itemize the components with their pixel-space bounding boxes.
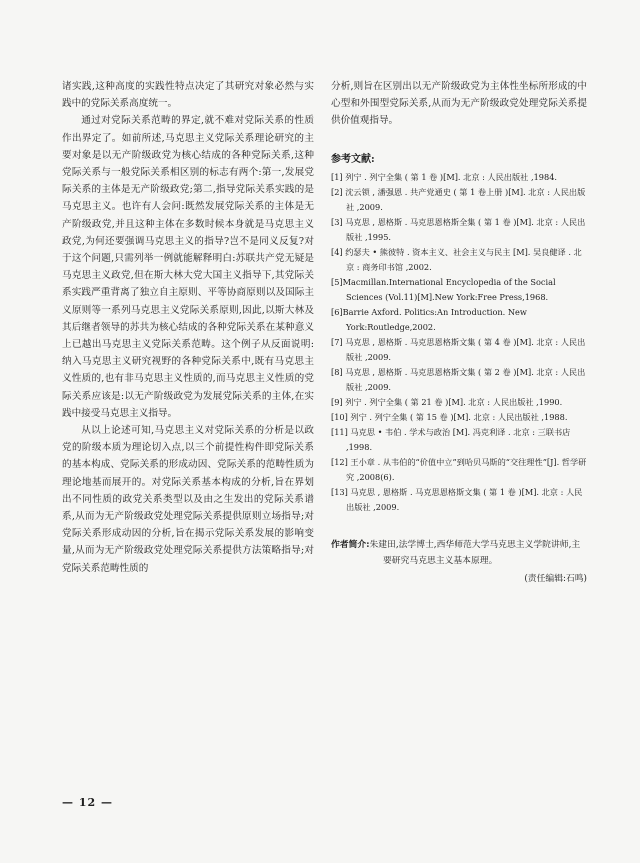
left-paragraph-2: 通过对党际关系范畴的界定,就不难对党际关系的性质作出界定了。如前所述,马克思主义党际关系理论研究的主要对象是以无产阶级政党为核心结成的各种党际关系,这种党际关系与一般党际关系相区别的标志有两个:第一,发展党际关系的主体是无产阶级政党;第二,指导党际关系实践的是马克思主义。也许有人会问:既然发展党际关系的主体是无产阶级政党,并且这种主体在多数时候本身就是马克思主义政党,为何还要强调马克思主义的指导?岂不是同义反复?对于这个问题,只需列举一例就能解释明白:苏联共产党无疑是马克思主义政党,但在斯大林大党大国主义指导下,其党际关系实践严重背离了独立自主原则、平等协商原则以及国际主义原则等一系列马克思主义党际关系原则,因此,以斯大林及其后继者领导的苏共为核心结成的各种党际关系在某种意义上已越出马克思主义党际关系范畴。这个例子从反面说明:纳入马克思主义研究视野的各种党际关系中,既有马克思主义性质的,也有非马克思主义性质的,而马克思主义性质的党际关系应该是:以无产阶级政党为发展党际关系的主体,在实践中接受马克思主义指导。 [62, 115, 314, 419]
author-label: 作者简介: [331, 539, 370, 550]
reference-item: [12] 王小章 . 从韦伯的“价值中立”到哈贝马斯的“交往理性”[J]. 哲学研究 ,2008(6). [331, 456, 587, 482]
reference-item: [1] 列宁 . 列宁全集 ( 第 1 卷 )[M]. 北京 : 人民出版社 ,1984. [331, 171, 558, 182]
reference-item: [6]Barrie Axford. Politics:An Introduction. New York:Routledge,2002. [331, 306, 527, 332]
left-paragraph-1: 诸实践,这种高度的实践性特点决定了其研究对象必然与实践中的党际关系高度统一。 [62, 81, 314, 110]
references-title: 参考文献: [331, 153, 375, 165]
references-list [331, 170, 587, 515]
reference-item: [5]Macmillan.International Encyclopedia of the Social Sciences (Vol.11)[M].New York:Free Press,1968. [331, 276, 556, 302]
reference-item: [9] 列宁 . 列宁全集 ( 第 21 卷 )[M]. 北京 : 人民出版社 ,1990. [331, 396, 563, 407]
author-bio [331, 537, 587, 569]
left-column [62, 78, 314, 577]
right-paragraph: 分析,则旨在区别出以无产阶级政党为主体性坐标所形成的中心型和外围型党际关系,从而为无产阶级政党处理党际关系提供价值观指导。 [331, 81, 587, 127]
right-column [331, 78, 587, 587]
reference-item: [2] 沈云锁 , 潘强恩 . 共产党通史 ( 第 1 卷上册 )[M]. 北京 : 人民出版社 ,2009. [331, 186, 586, 212]
reference-item: [13] 马克思 , 恩格斯 . 马克思恩格斯文集 ( 第 1 卷 )[M]. 北京 : 人民出版社 ,2009. [331, 486, 583, 512]
reference-item: [7] 马克思 , 恩格斯 . 马克思恩格斯文集 ( 第 4 卷 )[M]. 北京 : 人民出版社 ,2009. [331, 336, 586, 362]
page-number: — 12 — [62, 796, 113, 809]
left-paragraph-3: 从以上论述可知,马克思主义对党际关系的分析是以政党的阶级本质为理论切入点,以三个前提性构件即党际关系的基本构成、党际关系的形成动因、党际关系的范畴性质为理论地基而展开的。对党际关系基本构成的分析,旨在界划出不同性质的政党关系类型以及由之生发出的党际关系谱系,从而为无产阶级政党处理党际关系提供原则立场指导;对党际关系形成动因的分析,旨在揭示党际关系发展的影响变量,从而为无产阶级政党处理党际关系提供方法策略指导;对党际关系范畴性质的 [62, 425, 314, 574]
reference-item: [3] 马克思 , 恩格斯 . 马克思恩格斯全集 ( 第 1 卷 )[M]. 北京 : 人民出版社 ,1995. [331, 216, 586, 242]
reference-item: [10] 列宁 . 列宁全集 ( 第 15 卷 )[M]. 北京 : 人民出版社 ,1988. [331, 411, 568, 422]
author-text: 朱建田,法学博士,西华师范大学马克思主义学院讲师,主要研究马克思主义基本原理。 [369, 539, 581, 566]
reference-item: [4] 约瑟夫 • 熊彼特 . 资本主义、社会主义与民主 [M]. 吴良健译 . 北京 : 商务印书馆 ,2002. [331, 246, 582, 272]
reference-item: [11] 马克思 • 韦伯 . 学术与政治 [M]. 冯克利译 . 北京 : 三联书店 ,1998. [331, 426, 571, 452]
reference-item: [8] 马克思 , 恩格斯 . 马克思恩格斯文集 ( 第 2 卷 )[M]. 北京 : 人民出版社 ,2009. [331, 366, 586, 392]
responsible-editor: (责任编辑:石鸣) [524, 573, 587, 584]
